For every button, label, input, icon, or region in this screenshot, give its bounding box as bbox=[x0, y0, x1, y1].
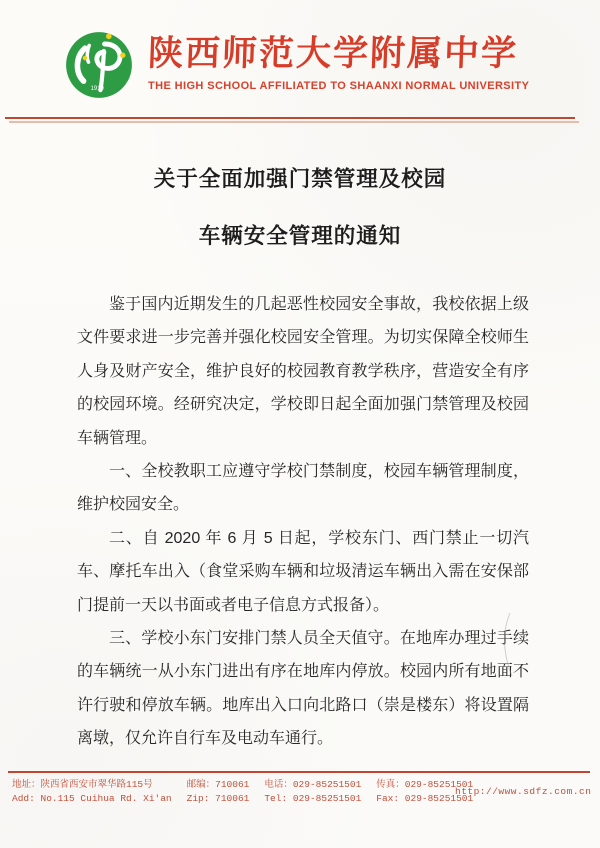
header-divider-dark bbox=[5, 117, 575, 119]
fax-cn: 传真：029-85251501 bbox=[376, 779, 474, 790]
notice-body bbox=[77, 288, 529, 756]
letterhead bbox=[64, 27, 575, 100]
school-name-chinese: 陕西师范大学附属中学 bbox=[147, 33, 519, 74]
footer-contact-block bbox=[12, 779, 590, 805]
fax-en: Fax: 029-85251501 bbox=[376, 793, 474, 804]
school-name-english: THE HIGH SCHOOL AFFILIATED TO SHAANXI NORMAL UNIVERSITY bbox=[148, 80, 530, 92]
notice-title-line1: 关于全面加强门禁管理及校园 bbox=[153, 167, 447, 191]
item-1-paragraph: 一、全校教职工应遵守学校门禁制度，校园车辆管理制度，维护校园安全。 bbox=[77, 463, 529, 514]
zip-en: Zip: 710061 bbox=[186, 793, 250, 804]
item-3-paragraph: 三、学校小东门安排门禁人员全天值守。在地库办理过手续的车辆统一从小东门进出有序在地库内停放。校园内所有地面不许行驶和停放车辆。地库出入口向北路口（崇是楼东）将设置隔离墩，仅允许自行车及电动车通行。 bbox=[77, 630, 529, 748]
zip-cn: 邮编：710061 bbox=[186, 779, 250, 790]
header-divider-light bbox=[9, 121, 579, 123]
item-2-paragraph: 二、自 2020 年 6 月 5 日起，学校东门、西门禁止一切汽车、摩托车出入（食堂采购车辆和垃圾清运车辆出入需在安保部门提前一天以书面或者电子信息方式报备）。 bbox=[77, 529, 529, 614]
scan-artifact-line bbox=[498, 610, 518, 680]
tel-cn: 电话：029-85251501 bbox=[264, 779, 362, 790]
tel-en: Tel: 029-85251501 bbox=[264, 793, 362, 804]
address-en: Add: No.115 Cuihua Rd. Xi'an bbox=[12, 793, 172, 804]
intro-paragraph: 鉴于国内近期发生的几起恶性校园安全事故，我校依据上级文件要求进一步完善并强化校园安全管理。为切实保障全校师生人身及财产安全，维护良好的校园教育教学秩序，营造安全有序的校园环境。经研究决定，学校即日起全面加强门禁管理及校园车辆管理。 bbox=[77, 296, 529, 447]
notice-title-line2: 车辆安全管理的通知 bbox=[198, 224, 402, 248]
footer-divider bbox=[8, 771, 590, 773]
address-cn: 地址：陕西省西安市翠华路115号 bbox=[12, 779, 153, 790]
school-logo-emblem bbox=[64, 30, 134, 100]
website-url: http://www.sdfz.com.cn bbox=[455, 786, 592, 797]
school-name-block bbox=[148, 27, 529, 92]
logo-year-text: 1910 bbox=[90, 86, 104, 93]
school-logo bbox=[64, 30, 134, 100]
